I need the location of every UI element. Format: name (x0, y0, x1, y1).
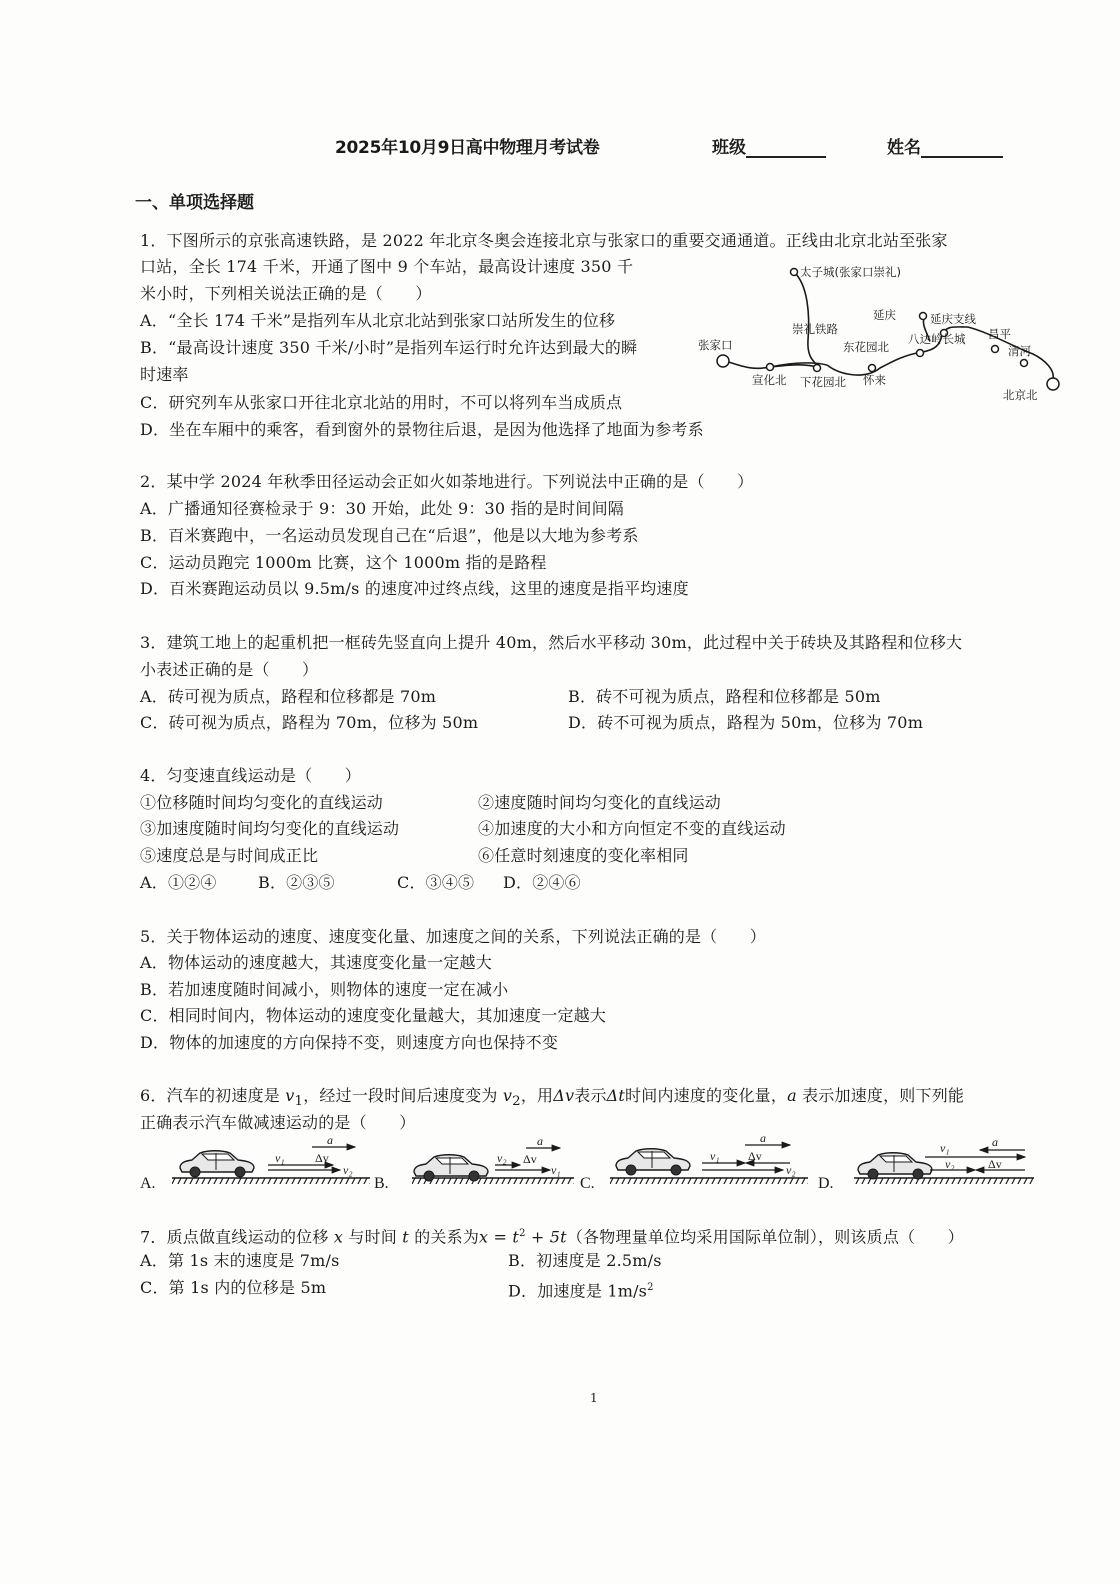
q2-option-b: B．百米赛跑中，一名运动员发现自己在“后退”，他是以大地为参考系 (140, 526, 639, 545)
label-chongli-railway: 崇礼铁路 (792, 322, 838, 336)
q6-option-b-label: B. (374, 1175, 389, 1192)
q3-option-d: D．砖不可视为质点，路程为 50m，位移为 70m (568, 713, 924, 732)
station-xiahuayuanbei (814, 365, 821, 372)
station-huailai (869, 365, 876, 372)
q6a-v1: v₁ (275, 1151, 285, 1165)
page-number: 1 (590, 1391, 598, 1405)
q6-text: 表示加速度，则下列能 (796, 1086, 965, 1105)
label-changping: 昌平 (988, 327, 1011, 341)
q6c-dv: Δv (748, 1149, 762, 1163)
q4-statement-5: ⑤速度总是与时间成正比 (140, 846, 319, 865)
station-yanqing (920, 313, 927, 320)
q4-stem: 4．匀变速直线运动是（ ） (140, 766, 361, 785)
name-field (887, 133, 1003, 158)
q7-formula: x = t (479, 1227, 520, 1247)
q2-option-a: A．广播通知径赛检录于 9：30 开始，此处 9：30 指的是时间间隔 (140, 499, 624, 518)
q7-option-c: C．第 1s 内的位移是 5m (140, 1278, 327, 1297)
q4-option-a: A．①②④ (140, 873, 217, 892)
q6d-v1: v₁ (940, 1141, 950, 1155)
q5-stem: 5．关于物体运动的速度、速度变化量、加速度之间的关系，下列说法正确的是（ ） (140, 927, 766, 946)
class-blank (746, 138, 826, 158)
label-beijingbei: 北京北 (1003, 388, 1038, 402)
name-blank (921, 138, 1003, 158)
q7-text: 的关系为 (408, 1227, 480, 1247)
q5-option-b: B．若加速度随时间减小，则物体的速度一定在减小 (140, 980, 509, 999)
q6c-v1: v₁ (710, 1149, 720, 1163)
q3-option-c: C．砖可视为质点，路程为 70m，位移为 50m (140, 713, 479, 732)
station-qinghe (1021, 360, 1028, 367)
q6d-a: a (992, 1135, 998, 1149)
q6-option-d-label: D. (818, 1175, 834, 1192)
q4-statement-2: ②速度随时间均匀变化的直线运动 (478, 793, 722, 812)
q6b-v2: v₂ (497, 1151, 507, 1165)
station-beijingbei (1047, 378, 1059, 390)
name-label: 姓名 (887, 138, 921, 158)
label-donghuayuanbei: 东花园北 (843, 340, 889, 354)
q4-statement-6: ⑥任意时刻速度的变化率相同 (478, 846, 689, 865)
q6-a: a (787, 1086, 797, 1105)
q6b-a: a (537, 1134, 543, 1148)
label-zhangjiakou: 张家口 (698, 338, 733, 352)
q6-text: ，经过一段时间后速度变为 (303, 1086, 503, 1105)
q4-statement-3: ③加速度随时间均匀变化的直线运动 (140, 819, 400, 838)
q7-text: 7．质点做直线运动的位移 (140, 1227, 334, 1247)
q7-text: （各物理量单位均采用国际单位制），则该质点（ ） (566, 1227, 964, 1247)
q7-option-b: B．初速度是 2.5m/s (508, 1251, 662, 1270)
label-yanqing: 延庆 (873, 308, 896, 322)
q3-option-b: B．砖不可视为质点，路程和位移都是 50m (568, 687, 881, 706)
label-xiahuayuanbei: 下花园北 (800, 375, 846, 389)
station-taizicheng (791, 269, 798, 276)
label-badaling: 八达岭长城 (908, 332, 966, 346)
q7-option-d (508, 1275, 654, 1304)
q2-option-d: D．百米赛跑运动员以 9.5m/s 的速度冲过终点线，这里的速度是指平均速度 (140, 579, 689, 598)
q1-line-3: 米小时，下列相关说法正确的是（ ） (140, 284, 432, 303)
q7-formula-exp: 2 (519, 1228, 526, 1239)
q6d-dv: Δv (988, 1157, 1002, 1171)
q7-formula-tail: + 5t (525, 1227, 567, 1247)
exam-title: 2025年10月9日高中物理月考试卷 (335, 138, 600, 158)
q6-v2: v (502, 1086, 513, 1105)
q7-x: x (333, 1227, 344, 1247)
q7-option-d-text: D．加速度是 1m/s (508, 1281, 648, 1301)
q6-text: 6．汽车的初速度是 (140, 1086, 286, 1105)
q6-dt: Δt (606, 1086, 626, 1105)
q6-line-2: 正确表示汽车做减速运动的是（ ） (140, 1113, 416, 1132)
q5-option-c: C．相同时间内，物体运动的速度变化量越大，其加速度一定越大 (140, 1006, 607, 1025)
station-donghuayuanbei (917, 350, 924, 357)
q6-text: 时间内速度的变化量， (625, 1086, 788, 1105)
q7-stem (140, 1221, 964, 1250)
station-xuanhuabei (767, 364, 774, 371)
station-zhangjiakou (717, 355, 729, 367)
q3-line-2: 小表述正确的是（ ） (140, 660, 319, 679)
q6-v2-sub: 2 (512, 1094, 521, 1110)
q4-option-c: C．③④⑤ (397, 873, 475, 892)
q6-option-a-label: A. (140, 1175, 156, 1192)
q6a-v2: v₂ (343, 1163, 353, 1177)
q6-option-c-label: C. (580, 1175, 595, 1192)
q6d-v2: v₂ (945, 1157, 955, 1171)
q2-stem: 2．某中学 2024 年秋季田径运动会正如火如荼地进行。下列说法中正确的是（ ） (140, 472, 754, 491)
q6-text: 表示 (574, 1086, 607, 1105)
q1-line-2: 口站，全长 174 千米，开通了图中 9 个车站，最高设计速度 350 千 (140, 257, 634, 276)
station-changping (992, 346, 999, 353)
q5-option-a: A．物体运动的速度越大，其速度变化量一定越大 (140, 953, 492, 972)
q1-option-c: C．研究列车从张家口开往北京北站的用时，不可以将列车当成质点 (140, 393, 623, 412)
q6c-v2: v₂ (786, 1163, 796, 1177)
q6-v1-sub: 1 (294, 1094, 304, 1110)
q6-text: ，用 (520, 1086, 554, 1105)
label-yanqing-branch: 延庆支线 (930, 312, 976, 326)
q1-option-a: A．“全长 174 千米”是指列车从北京北站到张家口站所发生的位移 (140, 311, 616, 330)
railway-map (690, 255, 1060, 410)
section-title: 一、单项选择题 (135, 193, 254, 213)
q6b-dv: Δv (523, 1152, 537, 1166)
q6-dv: Δv (553, 1086, 575, 1105)
q4-option-d: D．②④⑥ (503, 873, 581, 892)
q7-t: t (402, 1227, 409, 1247)
q4-statement-4: ④加速度的大小和方向恒定不变的直线运动 (478, 819, 786, 838)
class-field (712, 133, 826, 158)
label-qinghe: 清河 (1008, 344, 1031, 358)
q5-option-d: D．物体的加速度的方向保持不变，则速度方向也保持不变 (140, 1033, 559, 1052)
q6-diagrams (140, 1130, 1070, 1195)
q1-option-d: D．坐在车厢中的乘客，看到窗外的景物往后退，是因为他选择了地面为参考系 (140, 420, 704, 439)
q6b-v1: v₁ (551, 1163, 561, 1177)
q6-v1: v (285, 1086, 295, 1105)
q1-option-b-cont: 时速率 (140, 365, 189, 384)
q7-text: 与时间 (343, 1227, 403, 1247)
q6a-dv: Δv (315, 1151, 329, 1165)
q1-line-1: 1．下图所示的京张高速铁路，是 2022 年北京冬奥会连接北京与张家口的重要交通通道。正线由北京北站至张家 (140, 231, 948, 250)
q4-statement-1: ①位移随时间均匀变化的直线运动 (140, 793, 384, 812)
q6a-a: a (327, 1133, 333, 1147)
q3-option-a: A．砖可视为质点，路程和位移都是 70m (140, 687, 437, 706)
q7-option-a: A．第 1s 末的速度是 7m/s (140, 1251, 340, 1270)
q4-option-b: B．②③⑤ (258, 873, 335, 892)
label-taizicheng: 太子城(张家口崇礼) (800, 265, 901, 279)
q7-option-d-exp: 2 (647, 1282, 654, 1293)
label-huailai: 怀来 (863, 373, 886, 387)
q3-line-1: 3．建筑工地上的起重机把一框砖先竖直向上提升 40m，然后水平移动 30m，此过程中关于砖块及其路程和位移大 (140, 633, 963, 652)
q2-option-c: C．运动员跑完 1000m 比赛，这个 1000m 指的是路程 (140, 553, 547, 572)
track-chongli (794, 272, 817, 365)
q6c-a: a (760, 1131, 766, 1145)
label-xuanhuabei: 宣化北 (752, 373, 787, 387)
class-label: 班级 (712, 138, 746, 158)
q1-option-b: B．“最高设计速度 350 千米/小时”是指列车运行时允许达到最大的瞬 (140, 338, 638, 357)
